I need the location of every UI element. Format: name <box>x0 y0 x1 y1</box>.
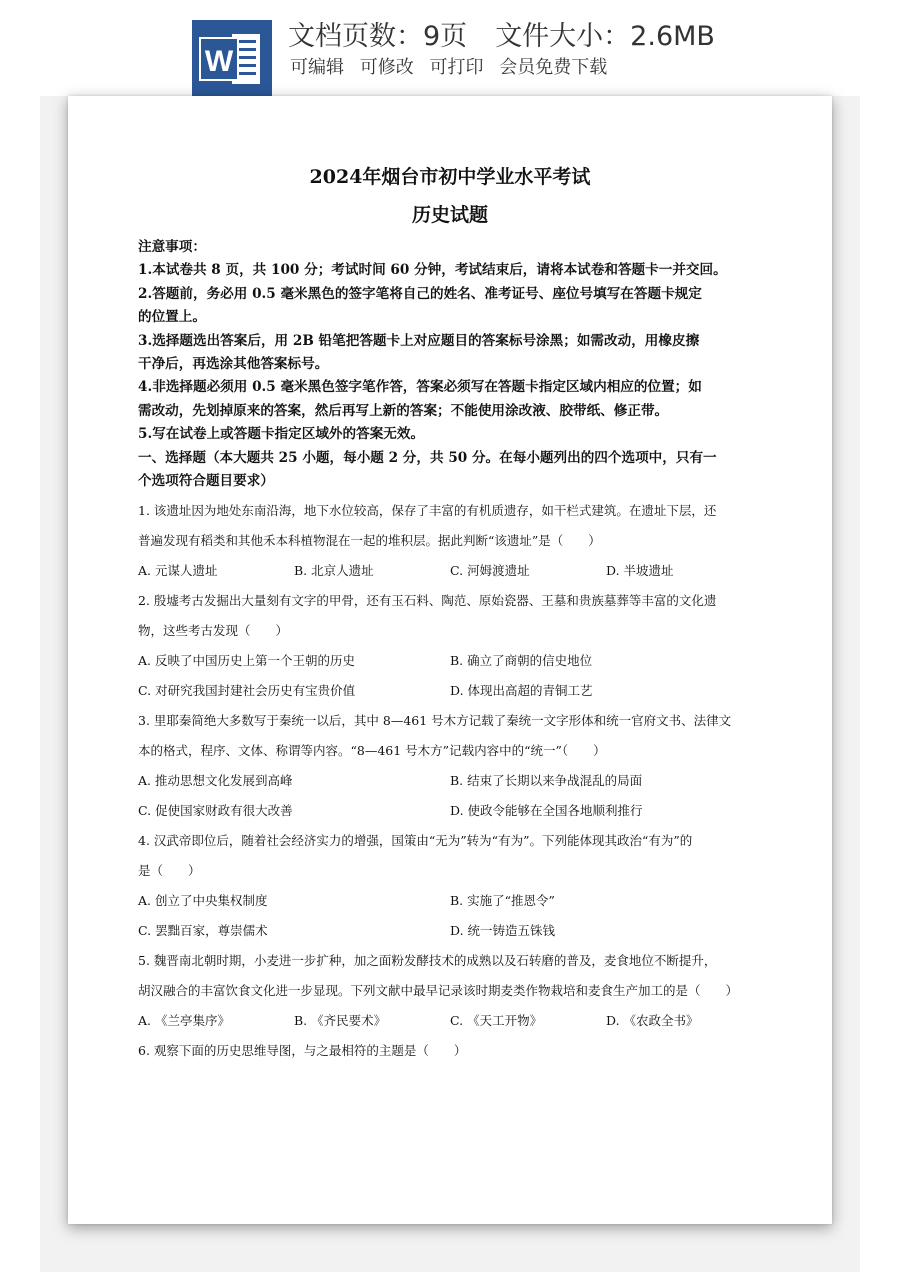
option-a: A. 推动思想文化发展到高峰 <box>138 773 293 788</box>
question-2-line: 2. 殷墟考古发掘出大量刻有文字的甲骨，还有玉石料、陶范、原始瓷器、王墓和贵族墓葬等丰富的文化遗 <box>138 593 717 608</box>
feature-editable: 可编辑 <box>290 57 344 78</box>
option-b: B. 实施了“推恩令” <box>450 893 555 908</box>
feature-printable: 可打印 <box>429 57 484 78</box>
page-count-label: 文档页数：9页 <box>288 21 468 52</box>
option-b: B. 确立了商朝的信史地位 <box>450 653 593 668</box>
exam-title: 2024年烟台市初中学业水平考试 <box>309 166 591 188</box>
question-4-line: 4. 汉武帝即位后，随着社会经济实力的增强，国策由“无为”转为“有为”。下列能体现其政治“有为”的 <box>138 833 693 848</box>
option-c: C. 罢黜百家，尊崇儒术 <box>138 923 268 938</box>
file-info-banner <box>0 0 900 96</box>
exam-notice <box>138 236 778 493</box>
question-3-options <box>138 766 778 796</box>
section-heading: 一、选择题（本大题共 25 小题，每小题 2 分，共 50 分。在每小题列出的四个选项中，只有一 <box>138 449 717 466</box>
question-1-line: 1. 该遗址因为地处东南沿海，地下水位较高，保存了丰富的有机质遗存，如干栏式建筑。在遗址下层，还 <box>138 503 717 518</box>
file-size-label: 文件大小：2.6MB <box>495 21 715 52</box>
notice-line: 3.选择题选出答案后，用 2B 铅笔把答题卡上对应题目的答案标号涂黑；如需改动，用橡皮擦 <box>138 332 700 349</box>
question-4-options <box>138 916 778 946</box>
question-4-line: 是（ ） <box>138 863 201 878</box>
option-c: C. 河姆渡遗址 <box>450 563 530 578</box>
question-3-line: 本的格式，程序、文体、称谓等内容。“8—461 号木方”记载内容中的“统一”（ ） <box>138 743 606 758</box>
question-2-options <box>138 646 778 676</box>
option-b: B. 北京人遗址 <box>294 563 374 578</box>
option-d: D. 使政令能够在全国各地顺利推行 <box>450 803 643 818</box>
notice-line: 4.非选择题必须用 0.5 毫米黑色签字笔作答，答案必须写在答题卡指定区域内相应的位置；如 <box>138 379 702 396</box>
option-d: D. 半坡遗址 <box>606 563 674 578</box>
question-1-line: 普遍发现有稻类和其他禾本科植物混在一起的堆积层。据此判断“该遗址”是（ ） <box>138 533 601 548</box>
exam-subject: 历史试题 <box>411 204 488 226</box>
question-5-options <box>138 1006 778 1036</box>
document-page <box>68 96 832 1224</box>
section-heading: 个选项符合题目要求） <box>138 473 274 490</box>
option-c: C. 对研究我国封建社会历史有宝贵价值 <box>138 683 356 698</box>
question-5-line: 胡汉融合的丰富饮食文化进一步显现。下列文献中最早记录该时期麦类作物栽培和麦食生产加工的是（ ） <box>138 983 739 998</box>
option-d: D. 体现出高超的青铜工艺 <box>450 683 593 698</box>
notice-line: 2.答题前，务必用 0.5 毫米黑色的签字笔将自己的姓名、准考证号、座位号填写在答题卡规定 <box>138 285 702 302</box>
question-6-line: 6. 观察下面的历史思维导图，与之最相符的主题是（ ） <box>138 1043 467 1058</box>
option-d: D. 《农政全书》 <box>606 1013 699 1028</box>
notice-line: 干净后，再选涂其他答案标号。 <box>138 356 329 373</box>
option-d: D. 统一铸造五铢钱 <box>450 923 556 938</box>
question-3-options <box>138 796 778 826</box>
feature-list <box>290 56 617 80</box>
svg-text:W: W <box>204 45 234 78</box>
option-c: C. 促使国家财政有很大改善 <box>138 803 293 818</box>
file-stats <box>288 20 715 54</box>
question-1-options <box>138 556 778 586</box>
question-4-options <box>138 886 778 916</box>
notice-line: 5.写在试卷上或答题卡指定区域外的答案无效。 <box>138 426 425 443</box>
option-a: A. 创立了中央集权制度 <box>138 893 268 908</box>
question-5-line: 5. 魏晋南北朝时期，小麦进一步扩种，加之面粉发酵技术的成熟以及石转磨的普及，麦食地位不断提升， <box>138 953 717 968</box>
feature-modifiable: 可修改 <box>359 57 414 78</box>
question-3-line: 3. 里耶秦简绝大多数写于秦统一以后，其中 8—461 号木方记载了秦统一文字形体和统一官府文书、法律文 <box>138 713 732 728</box>
notice-line: 注意事项： <box>138 239 206 255</box>
option-c: C. 《天工开物》 <box>450 1013 543 1028</box>
option-a: A. 《兰亭集序》 <box>138 1013 230 1028</box>
option-a: A. 元谋人遗址 <box>138 563 218 578</box>
option-a: A. 反映了中国历史上第一个王朝的历史 <box>138 653 355 668</box>
question-2-line: 物，这些考古发现（ ） <box>138 623 289 638</box>
option-b: B. 结束了长期以来争战混乱的局面 <box>450 773 643 788</box>
feature-free-download: 会员免费下载 <box>499 57 608 78</box>
word-icon <box>192 20 272 96</box>
notice-line: 的位置上。 <box>138 309 206 326</box>
notice-line: 需改动，先划掉原来的答案，然后再写上新的答案；不能使用涂改液、胶带纸、修正带。 <box>138 402 669 419</box>
question-2-options <box>138 676 778 706</box>
option-b: B. 《齐民要术》 <box>294 1013 387 1028</box>
notice-line: 1.本试卷共 8 页，共 100 分；考试时间 60 分钟，考试结束后，请将本试卷和答题卡一并交回。 <box>138 262 727 279</box>
